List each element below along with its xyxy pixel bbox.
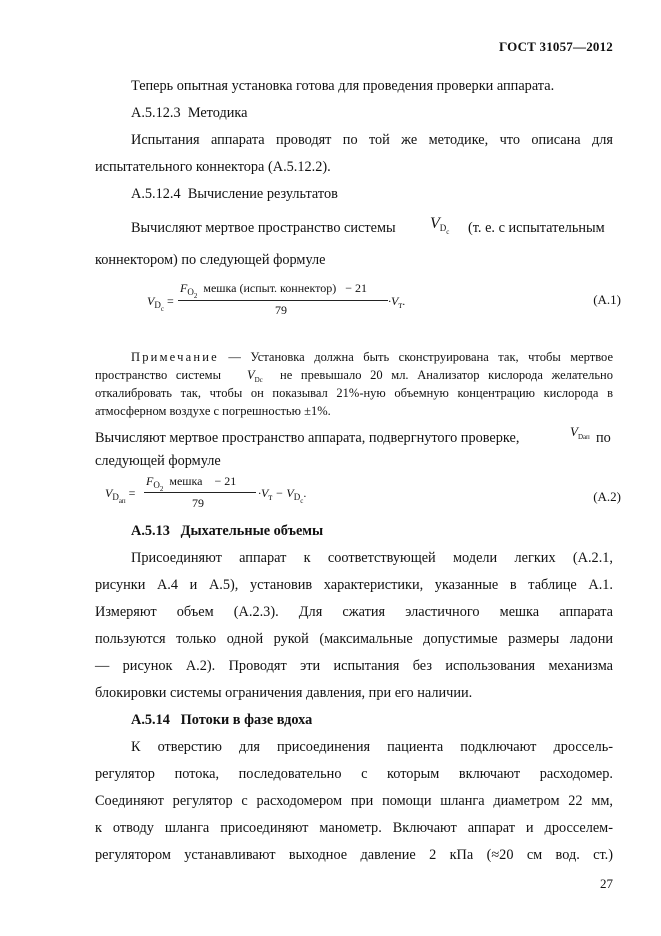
eq2-label: (А.2)	[593, 489, 621, 504]
paragraph-tidal-line3: Измеряют объем (А.2.3). Для сжатия эластичного мешка аппарата	[95, 604, 613, 620]
page-number: 27	[600, 876, 613, 891]
paragraph-dead-space-line1a: Вычисляют мертвое пространство системы	[131, 220, 396, 236]
note-line3: откалибровать так, чтобы он показывал 21%-ную объемную концентрацию кислорода в	[95, 386, 613, 400]
eq2-denominator: 79	[192, 496, 204, 510]
eq1-lhs: $V_{D_c}$ =	[147, 294, 174, 313]
paragraph-method-line1: Испытания аппарата проводят по той же методике, что описана для	[131, 132, 613, 148]
section-heading-a514	[95, 707, 613, 734]
paragraph-ready: Теперь опытная установка готова для проведения проверки аппарата.	[131, 78, 555, 94]
section-title: Методика	[187, 105, 248, 121]
paragraph-tidal-line2: рисунки А.4 и А.5), установив характеристики, указанные в таблице А.1.	[95, 577, 613, 593]
symbol-v: V	[430, 215, 440, 232]
paragraph-apparatus-line1a: Вычисляют мертвое пространство аппарата, подвергнутого проверке,	[95, 430, 520, 446]
section-title: Дыхательные объемы	[180, 523, 324, 539]
eq1-label: (А.1)	[593, 292, 621, 307]
note-line4: атмосферном воздухе с погрешностью ±1%.	[95, 404, 331, 418]
eq2-lhs: $V_{D_{ап}}$ =	[105, 486, 136, 505]
section-heading-a513	[95, 518, 613, 545]
paragraph-dead-space-line2: коннектором) по следующей формуле	[95, 252, 326, 268]
section-number: А.5.14	[131, 712, 170, 728]
paragraph-tidal-line4: пользуются только одной рукой (максимальные допустимые размеры ладони	[95, 631, 613, 647]
eq2-fraction-bar	[144, 492, 256, 493]
symbol-v-dap: $V_{Dап}$	[570, 424, 590, 441]
note-line2: пространство системы $V_{Dc}$ не превышало 20 мл. Анализатор кислорода желательно	[95, 368, 613, 384]
eq1-numerator: $F_{O_2}$ мешка (испыт. коннектор) − 21	[180, 281, 367, 300]
eq2-numerator: $F_{O_2}$ мешка − 21	[146, 474, 237, 493]
eq1-fraction-bar	[178, 300, 388, 301]
note-label: Примечание	[131, 350, 219, 364]
paragraph-inspiratory-line3: Соединяют регулятор с расходомером при помощи шланга диаметром 22 мм,	[95, 793, 613, 809]
eq1-tail: $\cdot V_т$.	[388, 294, 406, 310]
paragraph-inspiratory-line1: К отверстию для присоединения пациента подключают дроссель-	[131, 739, 613, 755]
section-title: Потоки в фазе вдоха	[180, 712, 313, 728]
paragraph-tidal-line6: блокировки системы ограничения давления, при его наличии.	[95, 685, 473, 701]
section-heading-a51224	[95, 181, 613, 208]
eq2-tail: $\cdot V_т - V_{D_c}$.	[258, 486, 307, 505]
note-symbol-v-dc: $V_{Dc}$	[246, 368, 263, 384]
paragraph-inspiratory-line5: регулятором устанавливают выходное давление 2 кПа (≈20 см вод. ст.)	[95, 847, 613, 863]
symbol-sub-d: D	[439, 223, 447, 233]
paragraph-inspiratory-line2: регулятор потока, последовательно с которым включают расходомер.	[95, 766, 613, 782]
paragraph-method-line2: испытательного коннектора (А.5.12.2).	[95, 159, 331, 175]
note-line1: Примечание — Установка должна быть сконструирована так, чтобы мертвое	[131, 350, 613, 364]
eq1-denominator: 79	[275, 303, 287, 317]
document-standard-header: ГОСТ 31057—2012	[498, 39, 613, 54]
paragraph-dead-space-line1b: (т. е. с испытательным	[468, 220, 605, 236]
section-number: А.5.13	[131, 523, 170, 539]
section-title: Вычисление результатов	[187, 186, 338, 202]
paragraph-apparatus-line1b: по	[596, 430, 611, 446]
section-heading-a51223	[95, 100, 613, 127]
symbol-subsub-c: c	[446, 228, 450, 236]
paragraph-apparatus-line2: следующей формуле	[95, 453, 221, 469]
section-number: А.5.12.3	[131, 105, 181, 121]
paragraph-inspiratory-line4: к отводу шланга присоединяют манометр. Включают аппарат и дросселем-	[95, 820, 613, 836]
symbol-v-dc	[430, 215, 449, 236]
paragraph-tidal-line1: Присоединяют аппарат к соответствующей модели легких (А.2.1,	[131, 550, 613, 566]
paragraph-tidal-line5: — рисунок А.2). Проводят эти испытания без использования механизма	[95, 658, 613, 674]
section-number: А.5.12.4	[131, 186, 181, 202]
